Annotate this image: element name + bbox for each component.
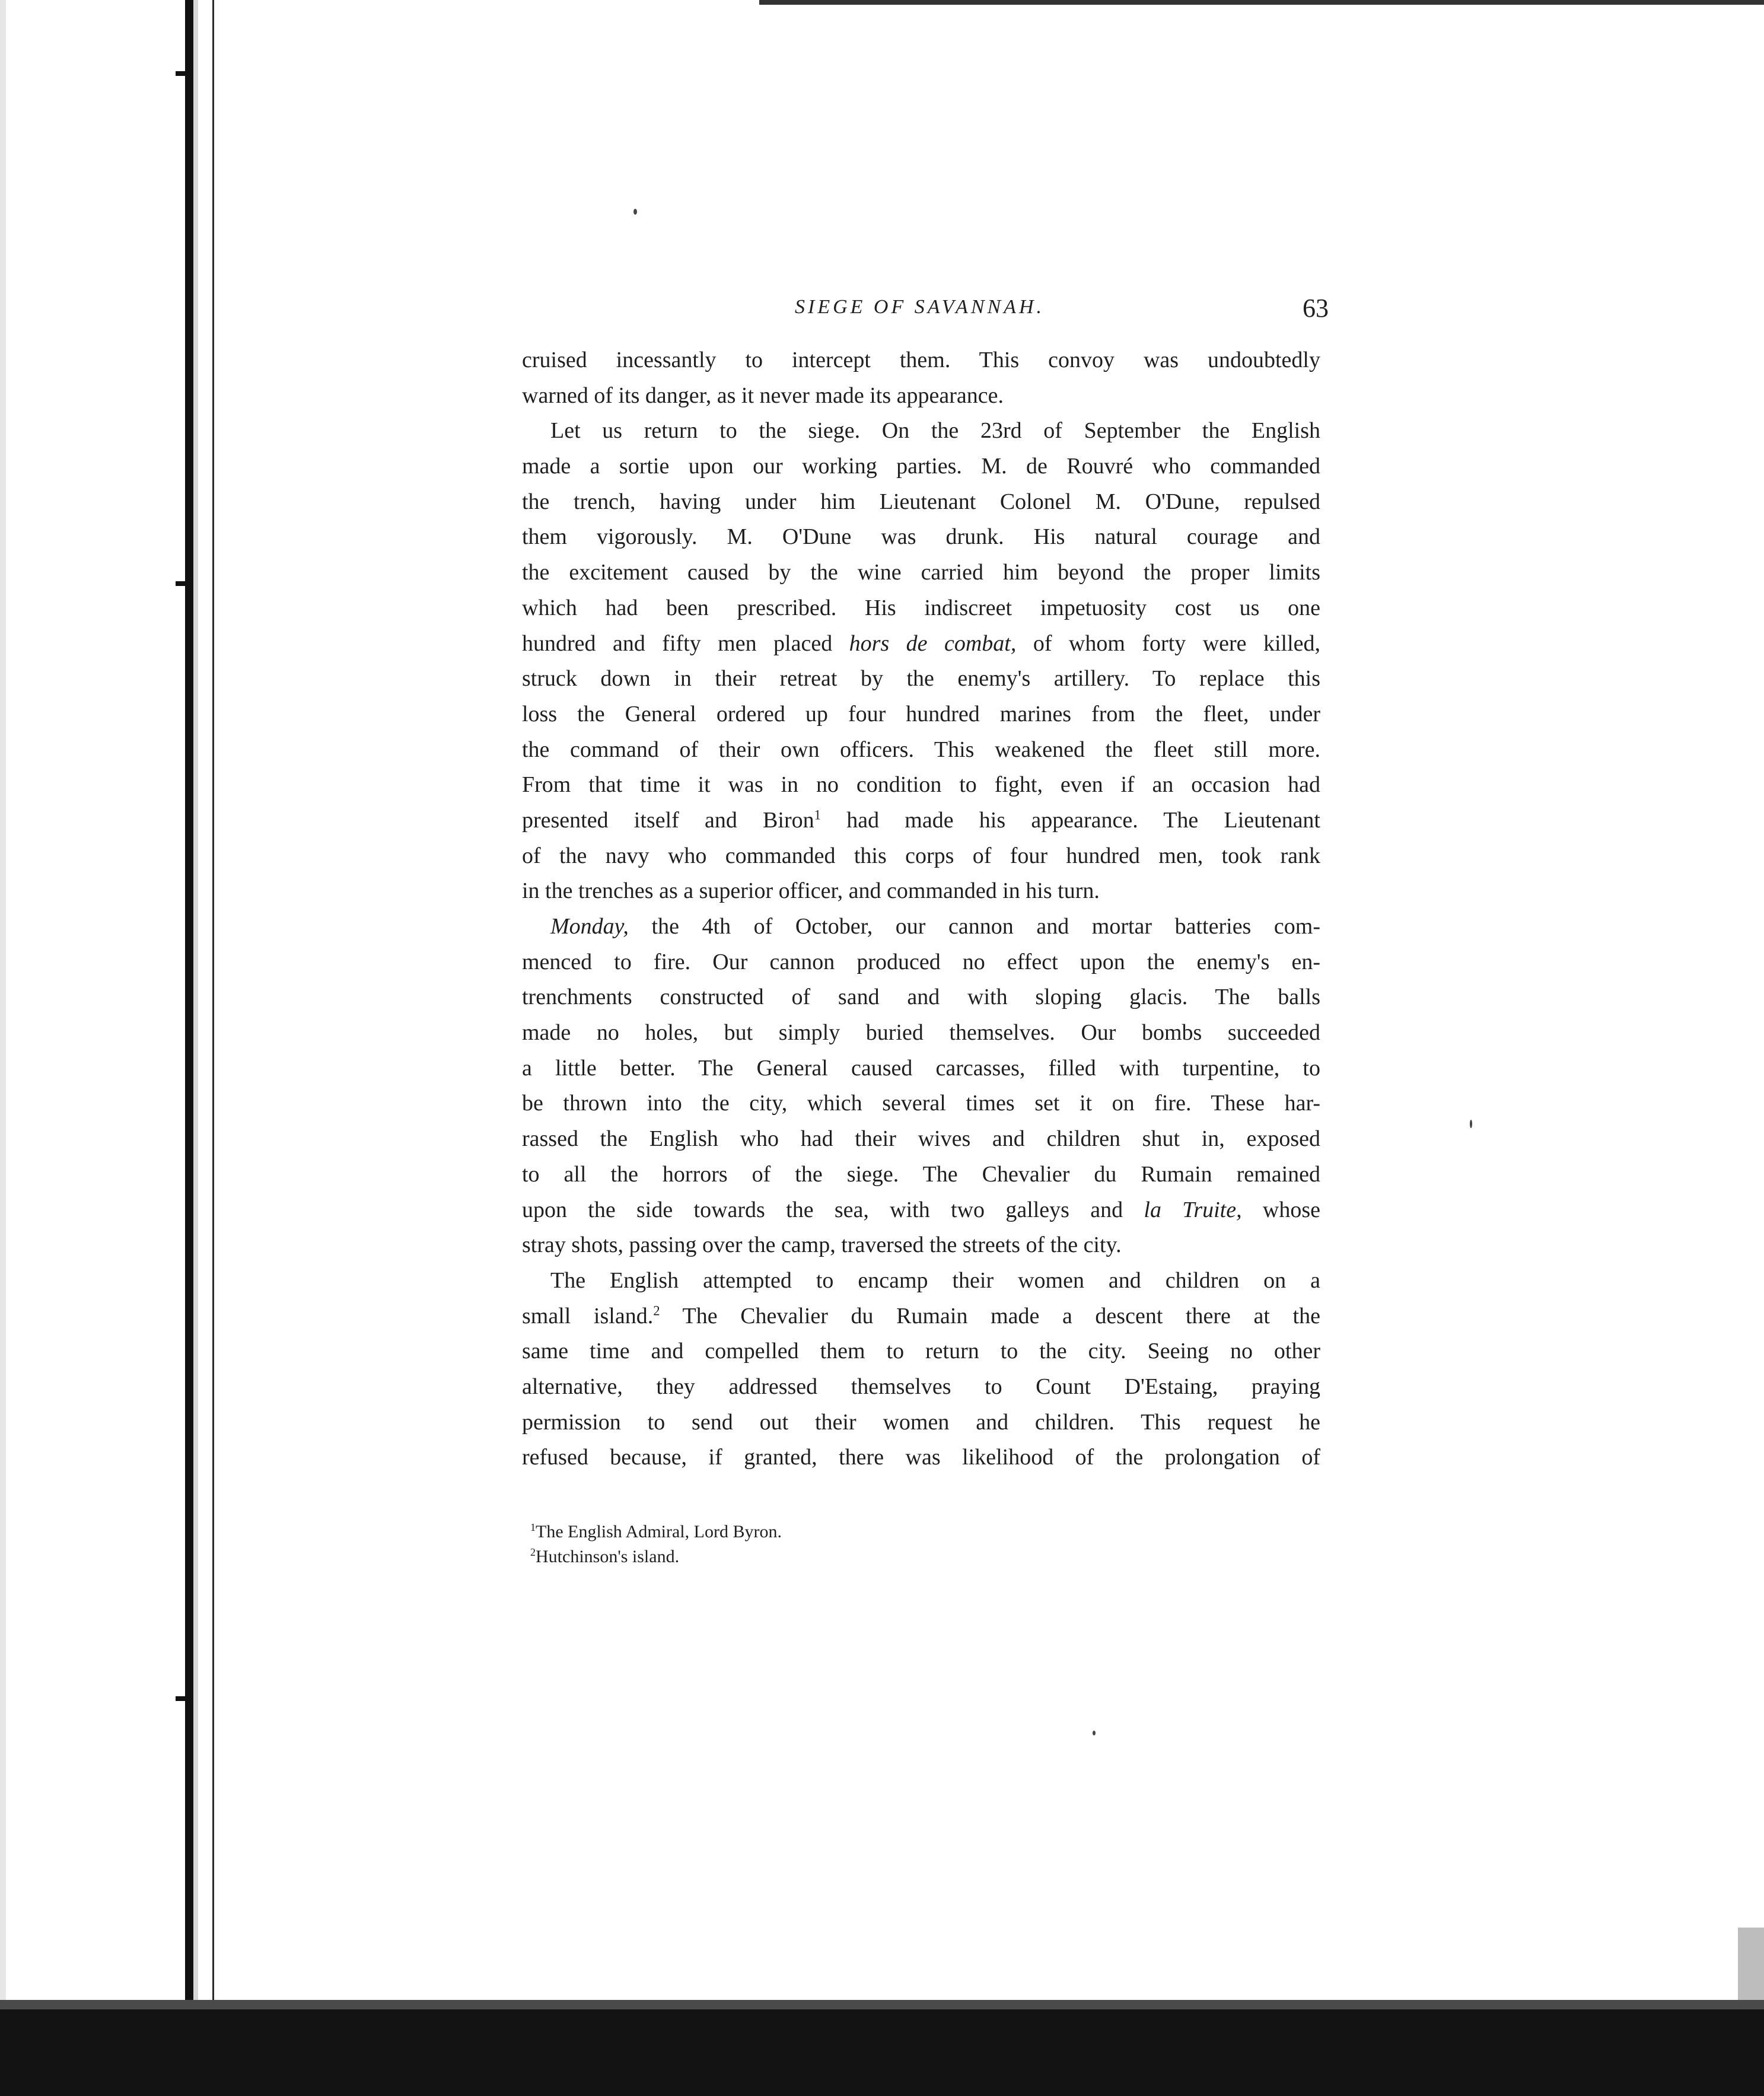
text-line: of the navy who commanded this corps of four hundred men, took rank xyxy=(522,843,1320,868)
binding-gutter xyxy=(193,0,198,2096)
footnote-marker: 1 xyxy=(530,1521,536,1533)
text-line: The English attempted to encamp their women and children on a xyxy=(550,1267,1320,1293)
text-run: had made his appearance. The Lieutenant xyxy=(821,807,1320,833)
text-line: to all the horrors of the siege. The Chevalier du Rumain remained xyxy=(522,1161,1320,1187)
text-line: rassed the English who had their wives and children shut in, exposed xyxy=(522,1126,1320,1152)
text-line: warned of its danger, as it never made its appearance. xyxy=(522,383,1004,408)
scan-bottom-edge xyxy=(0,2009,1764,2096)
text-line: menced to fire. Our cannon produced no effect upon the enemy's en- xyxy=(522,949,1320,974)
text-line: trenchments constructed of sand and with sloping glacis. The balls xyxy=(522,985,1320,1010)
scan-left-edge xyxy=(0,0,6,2096)
text-line: the excitement caused by the wine carried him beyond the proper limits xyxy=(522,560,1320,585)
body-text xyxy=(522,343,1320,1476)
text-line: a little better. The General caused carcasses, filled with turpentine, to xyxy=(522,1055,1320,1081)
binding-mark xyxy=(176,71,187,76)
footnote-text: The English Admiral, Lord Byron. xyxy=(536,1522,782,1541)
text-run: hundred and fifty men placed xyxy=(522,630,833,656)
text-line: made no holes, but simply buried themselves. Our bombs succeeded xyxy=(522,1020,1320,1046)
scan-speck xyxy=(1470,1120,1472,1128)
text-line: made a sortie upon our working parties. M. de Rouvré who commanded xyxy=(522,454,1320,479)
italic-phrase: la Truite, xyxy=(1144,1197,1242,1222)
scan-bottom-shadow xyxy=(0,2000,1764,2009)
text-run: small island. xyxy=(522,1303,654,1329)
text-line: cruised incessantly to intercept them. This convoy was undoubtedly xyxy=(522,348,1320,372)
text-run: the 4th of October, our cannon and mortar batteries com- xyxy=(628,914,1320,939)
text-line: refused because, if granted, there was likelihood of the prolongation of xyxy=(522,1445,1320,1470)
binding-mark xyxy=(176,1696,187,1701)
italic-phrase: hors de combat, xyxy=(849,630,1017,656)
binding-mark xyxy=(176,581,187,586)
footnote-text: Hutchinson's island. xyxy=(536,1547,680,1566)
text-run: The Chevalier du Rumain made a descent there at the xyxy=(660,1303,1320,1329)
text-line xyxy=(522,626,1320,662)
text-line: them vigorously. M. O'Dune was drunk. His natural courage and xyxy=(522,524,1320,550)
page-number: 63 xyxy=(1303,294,1329,323)
text-line: struck down in their retreat by the enemy's artillery. To replace this xyxy=(522,666,1320,692)
text-line: the trench, having under him Lieutenant Colonel M. O'Dune, repulsed xyxy=(522,489,1320,514)
text-line: permission to send out their women and children. This request he xyxy=(522,1409,1320,1435)
text-line: be thrown into the city, which several times set it on fire. These har- xyxy=(522,1091,1320,1116)
text-line: same time and compelled them to return to the city. Seeing no other xyxy=(522,1339,1320,1364)
page-edge-line xyxy=(212,0,214,2096)
scan-speck xyxy=(633,209,637,215)
text-line: the command of their own officers. This weakened the fleet still more. xyxy=(522,737,1320,762)
text-line xyxy=(522,1193,1320,1228)
text-line: loss the General ordered up four hundred marines from the fleet, under xyxy=(522,701,1320,727)
footnote-reference: 1 xyxy=(814,807,821,823)
scan-top-edge xyxy=(759,0,1764,5)
text-line xyxy=(522,1299,1320,1334)
text-run: of whom forty were killed, xyxy=(1016,630,1320,656)
text-line xyxy=(522,803,1320,839)
text-run: whose xyxy=(1241,1197,1320,1222)
scan-speck xyxy=(1093,1731,1096,1735)
text-line: From that time it was in no condition to fight, even if an occasion had xyxy=(522,772,1320,798)
text-line: in the trenches as a superior officer, and commanded in his turn. xyxy=(522,878,1100,904)
footnote xyxy=(522,1544,1320,1569)
text-line: stray shots, passing over the camp, traversed the streets of the city. xyxy=(522,1232,1122,1258)
text-line: which had been prescribed. His indiscreet impetuosity cost us one xyxy=(522,595,1320,620)
footnote-marker: 2 xyxy=(530,1546,536,1558)
running-title: SIEGE OF SAVANNAH. xyxy=(795,296,1045,318)
text-line: alternative, they addressed themselves to Count D'Estaing, praying xyxy=(522,1374,1320,1399)
italic-phrase: Monday, xyxy=(550,914,629,939)
scan-right-edge xyxy=(1738,1928,1764,2009)
text-line: Let us return to the siege. On the 23rd of September the English xyxy=(550,418,1320,444)
footnote-reference: 2 xyxy=(653,1302,660,1318)
text-run: presented itself and Biron xyxy=(522,807,814,833)
running-head xyxy=(522,291,1329,324)
footnotes xyxy=(522,1520,1320,1569)
text-run: upon the side towards the sea, with two galleys and xyxy=(522,1197,1123,1222)
text-line xyxy=(522,909,1320,945)
footnote xyxy=(522,1520,1320,1544)
binding-shadow-line xyxy=(185,0,193,2096)
